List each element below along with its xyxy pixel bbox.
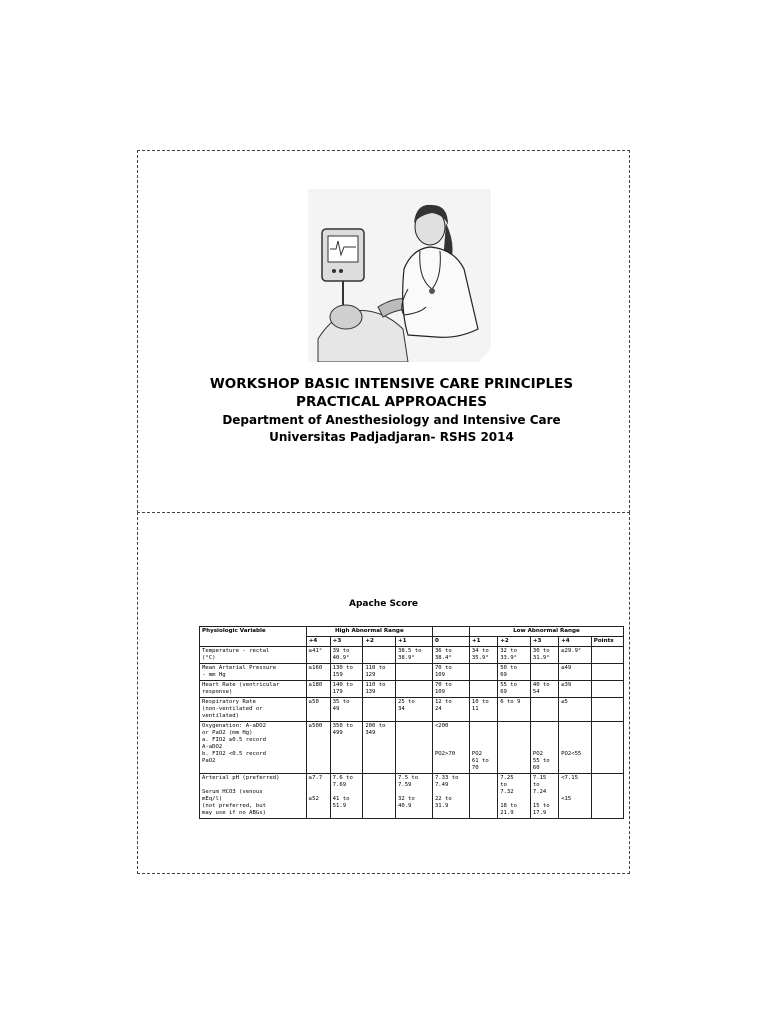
score-value-cell: 35 to 49 — [330, 697, 363, 721]
score-value-cell: 7.15 to 7.24 15 to 17.9 — [530, 773, 558, 818]
workshop-title: WORKSHOP BASIC INTENSIVE CARE PRINCIPLES — [209, 376, 574, 392]
score-value-cell — [591, 773, 623, 818]
score-value-cell: PO2 55 to 60 — [530, 721, 558, 773]
variable-name-cell: Mean Arterial Pressure - mm Hg — [200, 663, 307, 680]
score-value-cell — [363, 773, 396, 818]
table-body — [200, 646, 624, 818]
score-value-cell: 7.6 to 7.69 41 to 51.9 — [330, 773, 363, 818]
score-value-cell: 50 to 69 — [498, 663, 531, 680]
score-value-cell: 39 to 40.9° — [330, 646, 363, 663]
score-value-cell — [469, 680, 497, 697]
table-row — [200, 721, 624, 773]
workshop-title-line2: PRACTICAL APPROACHES — [296, 394, 487, 410]
score-value-cell — [591, 697, 623, 721]
score-value-cell: 40 to 54 — [530, 680, 558, 697]
header-physiologic-variable: Physiologic Variable — [200, 627, 307, 647]
score-value-cell — [591, 663, 623, 680]
score-value-cell — [469, 773, 497, 818]
score-header-cell: 0 — [432, 636, 469, 646]
department-name: Department of Anesthesiology and Intensive Care — [222, 413, 561, 427]
score-value-cell: 70 to 109 — [432, 663, 469, 680]
variable-name-cell: Arterial pH (preferred) Serum HCO3 (venous mEq/l) (not preferred, but may use if no ABGs) — [200, 773, 307, 818]
score-value-cell — [591, 646, 623, 663]
score-value-cell: 350 to 499 — [330, 721, 363, 773]
header-low-abnormal-range: Low Abnormal Range — [469, 627, 623, 637]
score-header-cell: +3 — [530, 636, 558, 646]
slide-1 — [137, 150, 630, 513]
table-group-header-row — [200, 627, 624, 637]
score-value-cell: 200 to 349 — [363, 721, 396, 773]
score-value-cell — [395, 680, 432, 697]
score-value-cell: 12 to 24 — [432, 697, 469, 721]
score-value-cell: 130 to 159 — [330, 663, 363, 680]
score-value-cell: 7.25 to 7.32 18 to 21.9 — [498, 773, 531, 818]
score-value-cell: 140 to 179 — [330, 680, 363, 697]
score-value-cell: PO2<55 — [559, 721, 592, 773]
table-row — [200, 646, 624, 663]
table-row — [200, 697, 624, 721]
score-value-cell — [498, 721, 531, 773]
score-value-cell: 55 to 69 — [498, 680, 531, 697]
score-header-cell: +4 — [559, 636, 592, 646]
score-value-cell: 36 to 38.4° — [432, 646, 469, 663]
variable-name-cell: Oxygenation: A-aDO2 or PaO2 (mm Hg) a. FIO2 ≥0.5 record A-aDO2 b. FIO2 <0.5 record PaO2 — [200, 721, 307, 773]
table-row — [200, 773, 624, 818]
slide-2 — [137, 512, 630, 874]
score-value-cell: ≥50 — [306, 697, 330, 721]
variable-name-cell: Heart Rate (ventricular response) — [200, 680, 307, 697]
variable-name-cell: Temperature - rectal (°C) — [200, 646, 307, 663]
score-value-cell: ≤29.9° — [559, 646, 592, 663]
score-header-cell: +1 — [469, 636, 497, 646]
score-value-cell: <200 PO2>70 — [432, 721, 469, 773]
score-value-cell: ≥7.7 ≥52 — [306, 773, 330, 818]
score-value-cell: ≥41° — [306, 646, 330, 663]
score-value-cell: 7.33 to 7.49 22 to 31.9 — [432, 773, 469, 818]
score-value-cell: 7.5 to 7.59 32 to 40.9 — [395, 773, 432, 818]
score-value-cell — [363, 697, 396, 721]
score-value-cell — [363, 646, 396, 663]
score-value-cell: 38.5 to 38.9° — [395, 646, 432, 663]
score-value-cell — [591, 680, 623, 697]
score-value-cell: ≥160 — [306, 663, 330, 680]
score-header-cell: Points — [591, 636, 623, 646]
score-value-cell — [469, 663, 497, 680]
table-row — [200, 663, 624, 680]
score-value-cell: 6 to 9 — [498, 697, 531, 721]
score-value-cell: ≤5 — [559, 697, 592, 721]
header-normal-spacer — [432, 627, 469, 637]
score-header-cell: +1 — [395, 636, 432, 646]
score-value-cell — [591, 721, 623, 773]
score-header-cell: +3 — [330, 636, 363, 646]
score-value-cell: 32 to 33.9° — [498, 646, 531, 663]
score-value-cell: <7.15 <15 — [559, 773, 592, 818]
score-value-cell — [395, 721, 432, 773]
score-value-cell: 70 to 109 — [432, 680, 469, 697]
score-header-cell: +4 — [306, 636, 330, 646]
score-value-cell: 10 to 11 — [469, 697, 497, 721]
score-value-cell: PO2 61 to 70 — [469, 721, 497, 773]
apache-score-table-container — [199, 626, 624, 819]
score-value-cell: 30 to 31.9° — [530, 646, 558, 663]
score-value-cell — [395, 663, 432, 680]
score-value-cell: ≤39 — [559, 680, 592, 697]
score-value-cell: ≥500 — [306, 721, 330, 773]
variable-name-cell: Respiratory Rate (non-ventilated or ventilated) — [200, 697, 307, 721]
score-value-cell: ≤49 — [559, 663, 592, 680]
header-high-abnormal-range: High Abnormal Range — [306, 627, 432, 637]
doctor-with-patient-illustration — [308, 189, 491, 362]
apache-score-table — [199, 626, 624, 819]
score-value-cell: ≥180 — [306, 680, 330, 697]
apache-score-title: Apache Score — [348, 599, 418, 609]
score-value-cell — [530, 663, 558, 680]
score-header-cell: +2 — [363, 636, 396, 646]
score-header-cell: +2 — [498, 636, 531, 646]
score-value-cell: 110 to 139 — [363, 680, 396, 697]
score-value-cell: 34 to 35.9° — [469, 646, 497, 663]
score-value-cell: 110 to 129 — [363, 663, 396, 680]
score-value-cell: 25 to 34 — [395, 697, 432, 721]
institution-year: Universitas Padjadjaran- RSHS 2014 — [269, 430, 514, 444]
table-row — [200, 680, 624, 697]
score-value-cell — [530, 697, 558, 721]
